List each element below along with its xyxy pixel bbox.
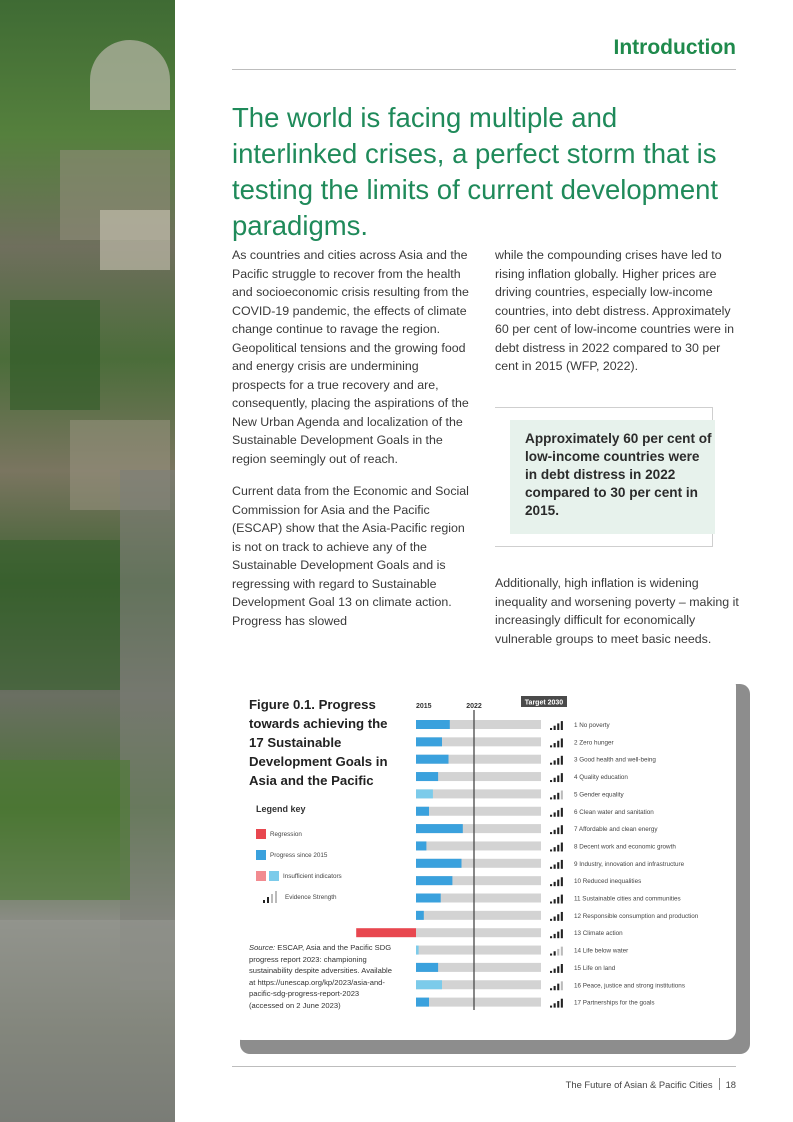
goal-label: 13 Climate action <box>574 930 623 938</box>
goal-label: 3 Good health and well-being <box>574 756 656 764</box>
evidence-bar <box>561 964 563 973</box>
evidence-bar <box>557 723 559 730</box>
progress-bar <box>416 720 450 729</box>
figure-title: Figure 0.1. Progress towards achieving the 17 Sustainable Development Goals in Asia and the Pacific <box>249 697 388 788</box>
progress-bar <box>416 894 441 903</box>
evidence-bar <box>554 934 556 938</box>
evidence-bar <box>554 899 556 903</box>
x-header-label: 2015 <box>416 703 432 710</box>
evidence-bar <box>550 988 552 990</box>
evidence-bar <box>550 884 552 886</box>
evidence-bar <box>550 832 552 834</box>
progress-bar <box>416 755 449 764</box>
regression-bar <box>356 928 416 937</box>
evidence-bar <box>550 902 552 904</box>
legend-label: Progress since 2015 <box>270 851 328 859</box>
evidence-bar <box>550 971 552 973</box>
evidence-bar <box>561 947 563 956</box>
goal-label: 5 Gender equality <box>574 791 624 799</box>
progress-bar <box>416 772 438 781</box>
evidence-bar <box>557 932 559 939</box>
track-bar <box>416 946 541 955</box>
goal-label: 10 Reduced inequalities <box>574 878 642 886</box>
body-column-1 <box>232 246 472 644</box>
evidence-bar <box>554 969 556 973</box>
goal-label: 8 Decent work and economic growth <box>574 843 676 851</box>
evidence-bar <box>550 867 552 869</box>
evidence-bar <box>561 808 563 817</box>
evidence-bar <box>550 815 552 817</box>
evidence-bar <box>561 860 563 869</box>
goal-label: 15 Life on land <box>574 964 616 972</box>
evidence-bar <box>550 797 552 799</box>
evidence-bar <box>554 812 556 816</box>
evidence-bar <box>554 986 556 990</box>
evidence-bar <box>554 1003 556 1007</box>
evidence-bar <box>554 917 556 921</box>
evidence-bar <box>557 897 559 904</box>
evidence-bar <box>557 880 559 887</box>
paragraph: Additionally, high inflation is widening inequality and worsening poverty – making it increasingly difficult for economically vulnerable groups to meet basic needs. <box>495 576 739 646</box>
bottom-divider <box>232 1066 736 1067</box>
evidence-bar <box>554 778 556 782</box>
goal-label: 17 Partnerships for the goals <box>574 999 655 1007</box>
evidence-bar <box>561 877 563 886</box>
evidence-bar <box>550 728 552 730</box>
evidence-bar <box>550 1006 552 1008</box>
legend-label: Regression <box>270 830 302 838</box>
evidence-bar <box>557 810 559 817</box>
body-column-2-top <box>495 246 735 390</box>
evidence-bar <box>554 726 556 730</box>
page-number: 18 <box>725 1078 736 1090</box>
legend-item-evidence <box>263 891 336 903</box>
evidence-bar <box>550 919 552 921</box>
city-photo <box>0 0 175 1122</box>
regression-swatch <box>256 829 266 839</box>
goal-label: 16 Peace, justice and strong institutions <box>574 982 685 990</box>
evidence-bar <box>561 721 563 730</box>
track-bar <box>416 807 541 816</box>
evidence-bar <box>561 825 563 834</box>
paragraph: while the compounding crises have led to rising inflation globally. Higher prices are driving countries, especially low-income countries, into debt distress. Approximately 60 per cent of low-income countries were in debt distress in 2022 compared to 30 per cent in 2015 (WFP, 2022). <box>495 248 734 373</box>
track-bar <box>416 928 541 937</box>
paragraph: As countries and cities across Asia and the Pacific struggle to recover from the health and socioeconomic crisis resulting from the COVID-19 pandemic, the effects of climate change continue to ravage the region. Geopolitical tensions and the growing food and energy crisis are undermining prospects for a true recovery and are, consequently, placing the aspirations of the New Urban Agenda and localization of the Sustainable Development Goals in the region seemingly out of reach. <box>232 248 469 466</box>
evidence-bar <box>554 882 556 886</box>
evidence-bar <box>557 984 559 991</box>
evidence-bar <box>554 743 556 747</box>
sdg-progress-chart <box>350 696 730 1016</box>
evidence-bar <box>550 745 552 747</box>
evidence-bar <box>557 845 559 852</box>
signal-bars-icon <box>263 891 279 903</box>
track-bar <box>416 911 541 920</box>
evidence-bar <box>550 849 552 851</box>
progress-bar <box>416 998 429 1007</box>
goal-label: 2 Zero hunger <box>574 739 614 747</box>
evidence-bar <box>561 843 563 852</box>
legend-item-insufficient <box>256 870 342 882</box>
progress-bar <box>416 876 452 885</box>
evidence-bar <box>557 966 559 973</box>
goal-label: 1 No poverty <box>574 722 610 729</box>
evidence-bar <box>554 830 556 834</box>
source-text: ESCAP, Asia and the Pacific SDG progress report 2023: championing sustainability despite adversities. Available at https://unescap.org/kp/2023/asia-and-pacific-sdg-progress-report-2023 (accessed on 2 June 2023) <box>249 943 392 1010</box>
footer-separator <box>719 1078 720 1090</box>
progress-bar <box>416 980 442 989</box>
evidence-bar <box>554 865 556 869</box>
evidence-bar <box>561 773 563 782</box>
evidence-bar <box>561 929 563 938</box>
evidence-bar <box>561 912 563 921</box>
headline: The world is facing multiple and interlinked crises, a perfect storm that is testing the limits of current development paradigms. <box>232 102 719 241</box>
evidence-bar <box>557 775 559 782</box>
evidence-bar <box>561 895 563 904</box>
progress-bar <box>416 946 419 955</box>
goal-label: 4 Quality education <box>574 774 628 782</box>
paragraph: Current data from the Economic and Social Commission for Asia and the Pacific (ESCAP) show that the Asia-Pacific region is not on track to achieve any of the Sustainable Development Goals and is regressing with regard to Sustainable Development Goal 13 on climate action. Progress has slowed <box>232 484 469 628</box>
evidence-bar <box>561 791 563 800</box>
evidence-bar <box>561 981 563 990</box>
evidence-bar <box>557 949 559 956</box>
x-header-label: 2022 <box>466 703 482 710</box>
evidence-bar <box>550 936 552 938</box>
body-column-2-bottom <box>495 574 740 662</box>
evidence-bar <box>554 795 556 799</box>
section-title: Introduction <box>613 36 736 59</box>
progress-bar <box>416 911 424 920</box>
legend-title: Legend key <box>256 804 306 814</box>
evidence-bar <box>554 760 556 764</box>
evidence-bar <box>557 828 559 835</box>
pull-quote: Approximately 60 per cent of low-income countries were in debt distress in 2022 compared to 30 per cent in 2015. <box>510 420 715 534</box>
insufficient-swatch-red <box>256 871 266 881</box>
evidence-bar <box>554 847 556 851</box>
goal-label: 6 Clean water and sanitation <box>574 808 654 816</box>
evidence-bar <box>557 741 559 748</box>
legend-item-progress <box>256 849 327 861</box>
progress-bar <box>416 841 426 850</box>
legend-label: Insufficient indicators <box>283 872 342 880</box>
evidence-bar <box>554 951 556 955</box>
progress-bar <box>416 824 463 833</box>
evidence-bar <box>550 780 552 782</box>
goal-label: 14 Life below water <box>574 947 629 955</box>
legend-label: Evidence Strength <box>285 893 337 901</box>
evidence-bar <box>550 763 552 765</box>
evidence-bar <box>557 793 559 800</box>
goal-label: 11 Sustainable cities and communities <box>574 895 681 903</box>
progress-bar <box>416 963 438 972</box>
track-bar <box>416 998 541 1007</box>
insufficient-swatch-blue <box>269 871 279 881</box>
top-divider <box>232 69 736 70</box>
evidence-bar <box>561 738 563 747</box>
evidence-bar <box>561 999 563 1008</box>
progress-swatch <box>256 850 266 860</box>
footer-title: The Future of Asian & Pacific Cities <box>565 1078 713 1090</box>
x-header-label: Target 2030 <box>524 699 564 707</box>
evidence-bar <box>557 758 559 765</box>
progress-bar <box>416 807 429 816</box>
evidence-bar <box>550 954 552 956</box>
progress-bar <box>416 859 462 868</box>
source-label: Source: <box>249 943 276 952</box>
evidence-bar <box>561 756 563 765</box>
evidence-bar <box>557 914 559 921</box>
track-bar <box>416 789 541 798</box>
progress-bar <box>416 789 433 798</box>
track-bar <box>416 841 541 850</box>
footer <box>566 1078 736 1090</box>
goal-label: 12 Responsible consumption and production <box>574 912 699 920</box>
evidence-bar <box>557 862 559 869</box>
progress-bar <box>416 737 442 746</box>
evidence-bar <box>557 1001 559 1008</box>
legend-item-regression <box>256 828 302 840</box>
goal-label: 9 Industry, innovation and infrastructure <box>574 860 685 868</box>
goal-label: 7 Affordable and clean energy <box>574 826 658 834</box>
